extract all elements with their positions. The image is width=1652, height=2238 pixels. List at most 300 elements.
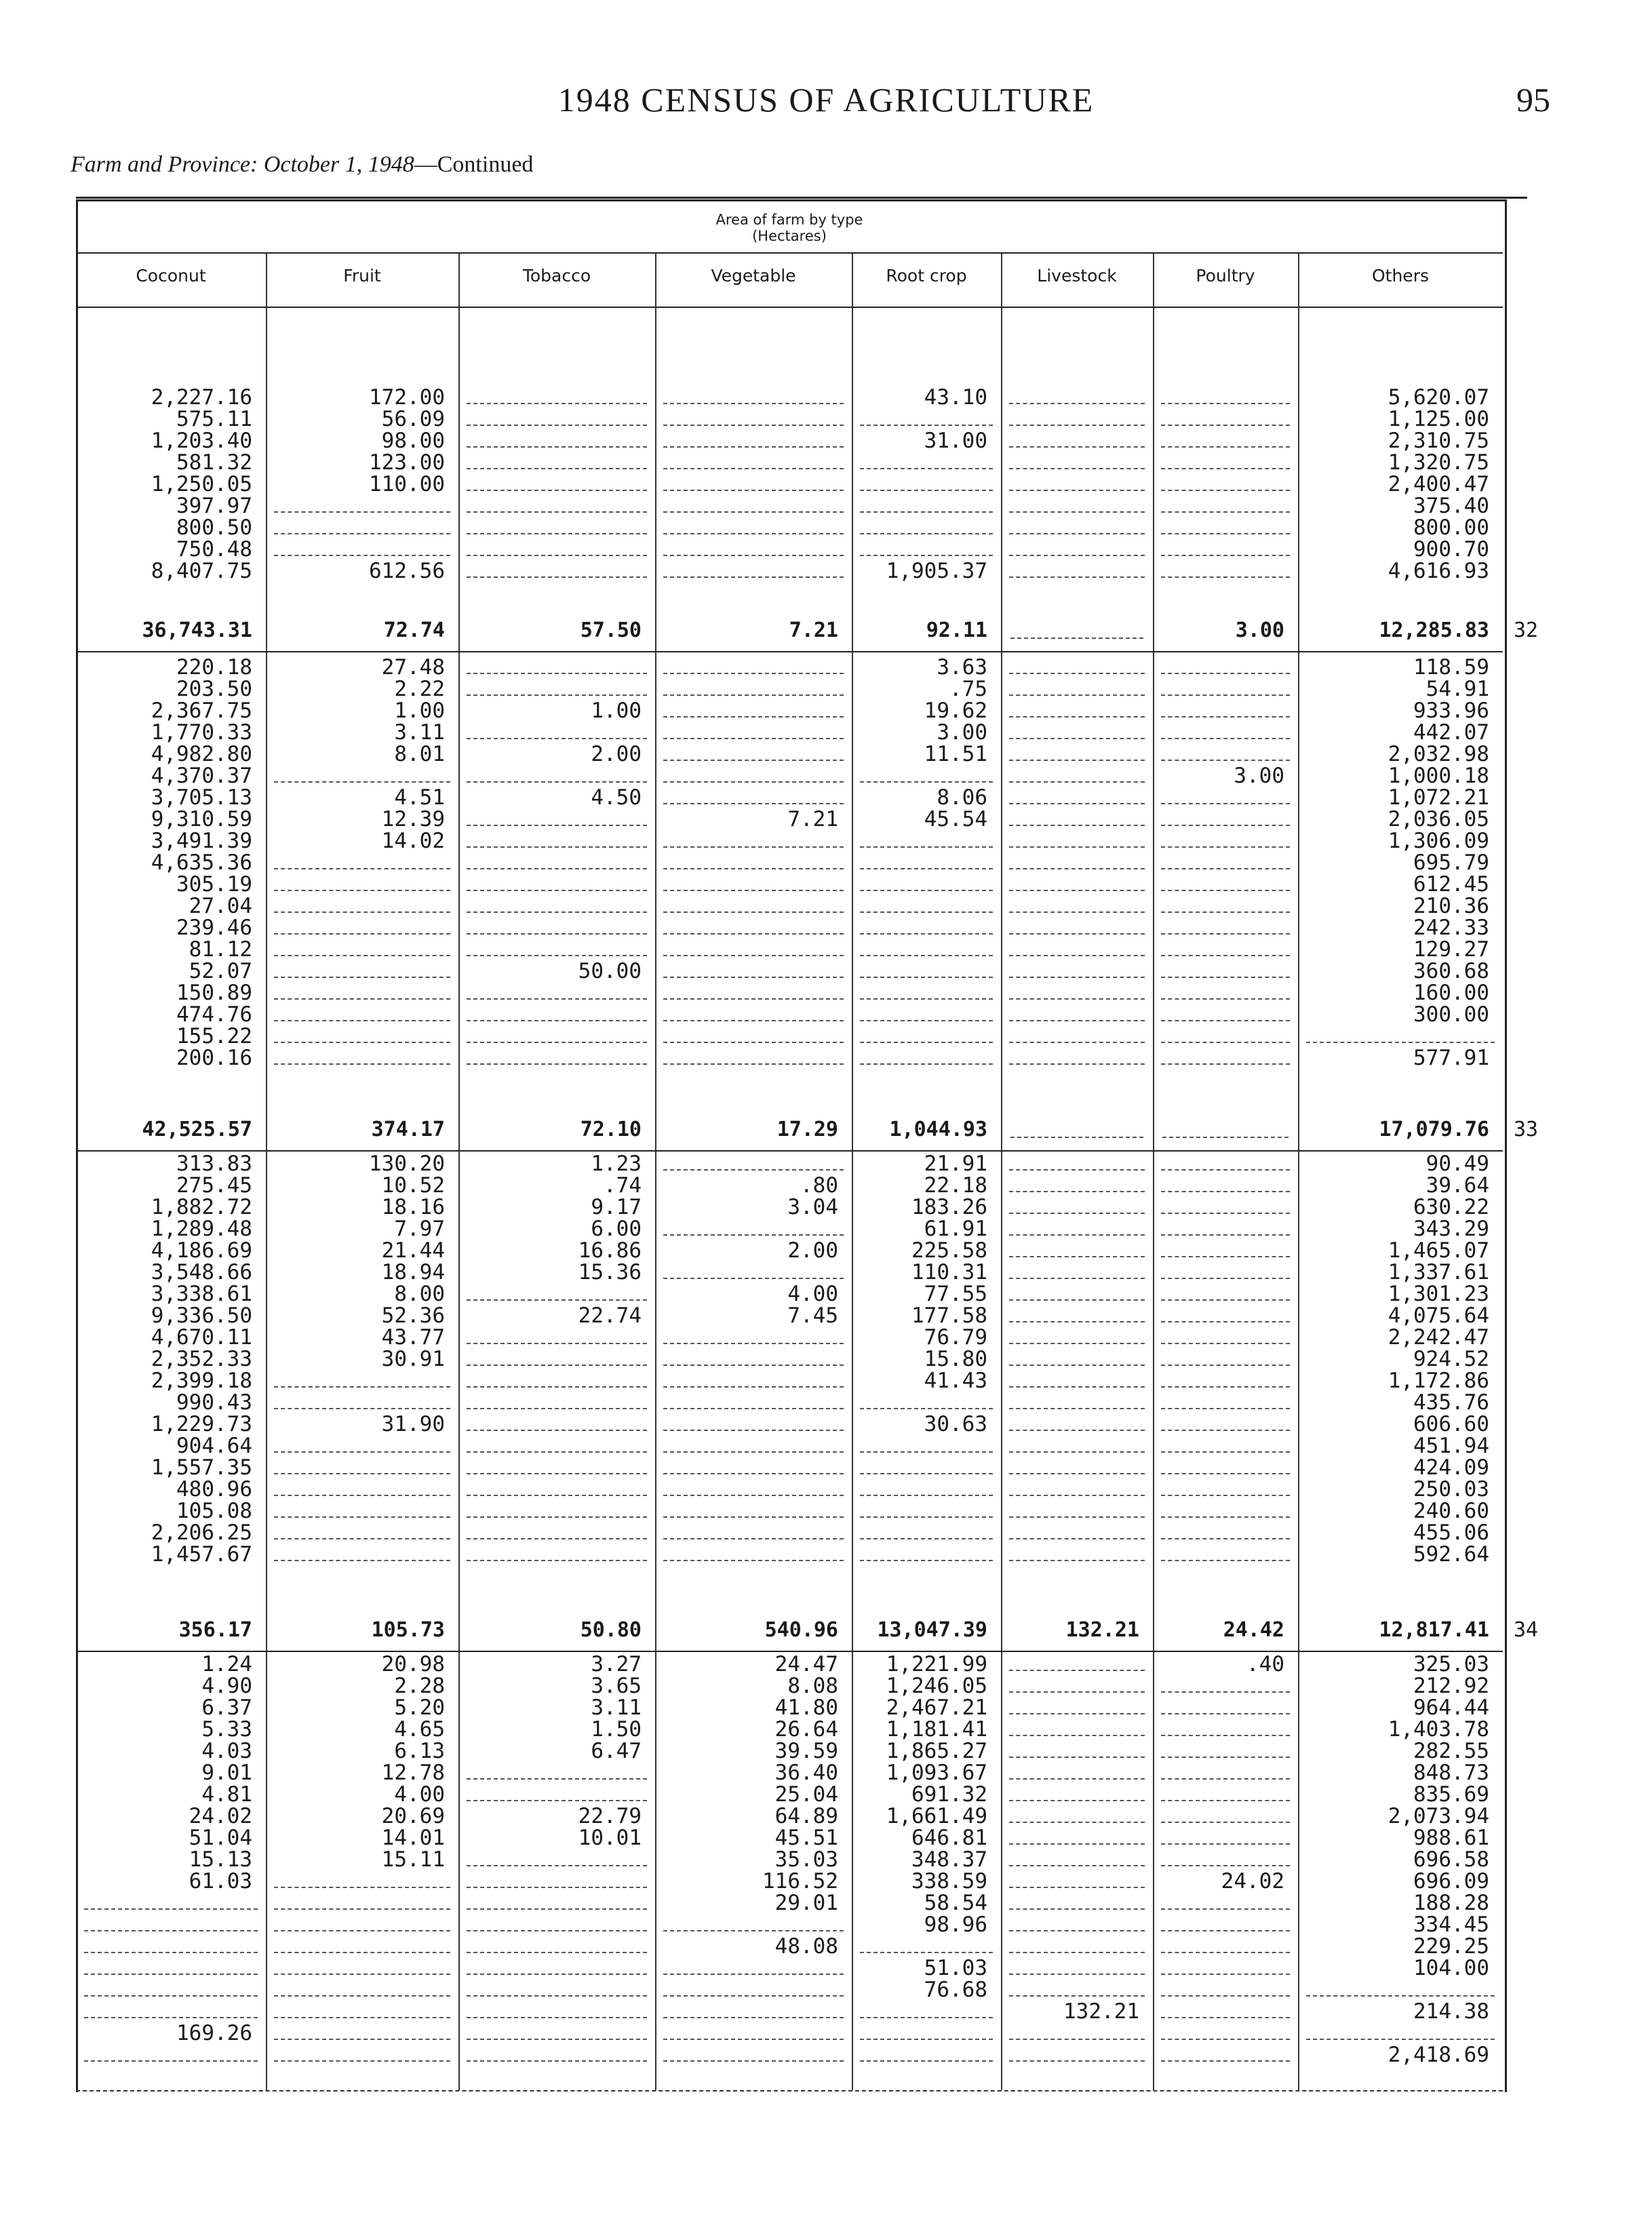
- group-unit: (Hectares): [752, 228, 827, 244]
- empty-cell-leader: [1009, 1930, 1145, 1931]
- table-cell: 2,227.16: [151, 385, 252, 410]
- empty-cell-leader: [467, 490, 647, 491]
- table-cell: 15.11: [381, 1847, 445, 1872]
- table-cell: 646.81: [911, 1826, 987, 1850]
- empty-cell-leader: [467, 1560, 647, 1561]
- table-cell: 129.27: [1413, 937, 1489, 962]
- empty-total-leader: [1162, 1137, 1289, 1138]
- table-cell: 77.55: [924, 1282, 987, 1306]
- empty-cell-leader: [274, 2017, 450, 2018]
- table-cell: 8.06: [937, 785, 987, 810]
- empty-cell-leader: [467, 955, 647, 956]
- empty-cell-leader: [663, 1538, 844, 1539]
- table-cell: 3,338.61: [151, 1282, 252, 1306]
- column-header-others: Others: [1371, 266, 1429, 286]
- table-cell: 14.01: [381, 1826, 445, 1850]
- total-cell: 24.42: [1223, 1618, 1284, 1642]
- table-cell: 150.89: [176, 981, 252, 1005]
- group-header-rule: [76, 252, 1503, 254]
- table-cell: 338.59: [911, 1869, 987, 1893]
- column-header-rule: [76, 307, 1503, 308]
- table-cell: 4,075.64: [1388, 1303, 1489, 1328]
- table-cell: 360.68: [1413, 959, 1489, 983]
- empty-cell-leader: [1161, 1042, 1290, 1043]
- empty-cell-leader: [1009, 1473, 1145, 1474]
- empty-cell-leader: [467, 1865, 647, 1866]
- table-cell: 1,072.21: [1388, 785, 1489, 810]
- table-cell: 1,320.75: [1388, 450, 1489, 475]
- table-cell: 334.45: [1413, 1912, 1489, 1937]
- empty-cell-leader: [663, 868, 844, 869]
- total-cell: 17,079.76: [1379, 1118, 1489, 1141]
- table-cell: 20.98: [381, 1652, 445, 1676]
- table-cell: 58.54: [924, 1891, 987, 1915]
- table-cell: 1,661.49: [886, 1804, 987, 1828]
- table-cell: 240.60: [1413, 1499, 1489, 1523]
- column-header-tobacco: Tobacco: [522, 266, 591, 286]
- empty-cell-leader: [467, 781, 647, 783]
- table-cell: 442.07: [1413, 720, 1489, 745]
- empty-cell-leader: [1009, 760, 1145, 761]
- table-cell: 81.12: [189, 937, 252, 962]
- table-cell: 39.59: [774, 1739, 838, 1763]
- empty-cell-leader: [663, 1995, 844, 1997]
- table-cell: 22.74: [578, 1303, 642, 1328]
- table-cell: 9.01: [201, 1761, 252, 1785]
- table-cell: 1,557.35: [151, 1455, 252, 1480]
- table-bottom-rule: [76, 2090, 1503, 2092]
- column-header-livestock: Livestock: [1037, 266, 1117, 286]
- table-cell: 282.55: [1413, 1739, 1489, 1763]
- empty-cell-leader: [663, 1430, 844, 1431]
- empty-cell-leader: [1009, 1843, 1145, 1845]
- table-cell: 1,172.86: [1388, 1369, 1489, 1393]
- total-cell: 7.21: [789, 619, 838, 642]
- table-cell: 36.40: [774, 1761, 838, 1785]
- empty-cell-leader: [274, 1995, 450, 1997]
- table-cell: 61.03: [189, 1869, 252, 1893]
- empty-cell-leader: [467, 1343, 647, 1344]
- empty-cell-leader: [1161, 1930, 1290, 1931]
- table-cell: 275.45: [176, 1173, 252, 1198]
- empty-cell-leader: [663, 576, 844, 578]
- table-cell: 2,400.47: [1388, 472, 1489, 496]
- empty-cell-leader: [274, 911, 450, 913]
- group-header: [76, 212, 1503, 244]
- page-title: 1948 CENSUS OF AGRICULTURE: [557, 81, 1095, 119]
- empty-cell-leader: [1161, 890, 1290, 891]
- table-cell: 4,670.11: [151, 1325, 252, 1350]
- empty-cell-leader: [1161, 1063, 1290, 1065]
- empty-cell-leader: [467, 1063, 647, 1065]
- empty-cell-leader: [84, 1952, 258, 1953]
- empty-cell-leader: [274, 1451, 450, 1453]
- empty-cell-leader: [467, 1451, 647, 1453]
- total-cell: 105.73: [371, 1618, 445, 1642]
- empty-cell-leader: [663, 2060, 844, 2062]
- empty-cell-leader: [274, 1887, 450, 1888]
- empty-cell-leader: [663, 955, 844, 956]
- table-cell: 612.45: [1413, 872, 1489, 897]
- empty-cell-leader: [663, 511, 844, 513]
- empty-cell-leader: [860, 1473, 993, 1474]
- empty-cell-leader: [1009, 1213, 1145, 1214]
- empty-cell-leader: [1161, 490, 1290, 491]
- empty-cell-leader: [860, 1516, 993, 1518]
- table-cell: 27.04: [189, 894, 252, 918]
- empty-cell-leader: [274, 2039, 450, 2040]
- empty-cell-leader: [467, 511, 647, 513]
- table-cell: 2.00: [787, 1238, 838, 1263]
- empty-cell-leader: [1161, 1691, 1290, 1693]
- empty-cell-leader: [663, 1495, 844, 1496]
- empty-cell-leader: [274, 533, 450, 534]
- table-cell: 848.73: [1413, 1761, 1489, 1785]
- table-cell: 56.09: [381, 407, 445, 431]
- empty-cell-leader: [860, 781, 993, 783]
- empty-cell-leader: [663, 1386, 844, 1388]
- total-cell: 356.17: [178, 1618, 252, 1642]
- table-cell: 1,203.40: [151, 429, 252, 453]
- empty-cell-leader: [663, 998, 844, 1000]
- empty-cell-leader: [84, 1908, 258, 1910]
- empty-cell-leader: [1009, 1063, 1145, 1065]
- empty-cell-leader: [1161, 1822, 1290, 1823]
- table-cell: 15.36: [578, 1260, 642, 1284]
- table-cell: 7.21: [787, 807, 838, 831]
- table-cell: 6.13: [394, 1739, 445, 1763]
- table-cell: 348.37: [911, 1847, 987, 1872]
- table-cell: 239.46: [176, 916, 252, 940]
- empty-cell-leader: [663, 846, 844, 848]
- table-cell: 2,367.75: [151, 699, 252, 723]
- table-cell: 3.04: [787, 1195, 838, 1219]
- empty-cell-leader: [1161, 1473, 1290, 1474]
- table-cell: 2,352.33: [151, 1347, 252, 1371]
- empty-cell-leader: [860, 533, 993, 534]
- empty-cell-leader: [467, 1516, 647, 1518]
- total-cell: 92.11: [926, 619, 987, 642]
- empty-cell-leader: [1161, 511, 1290, 513]
- empty-cell-leader: [1161, 694, 1290, 696]
- empty-cell-leader: [663, 1930, 844, 1931]
- table-cell: 4.81: [201, 1782, 252, 1807]
- table-cell: 2,418.69: [1388, 2043, 1489, 2067]
- empty-cell-leader: [1009, 1042, 1145, 1043]
- total-cell: 1,044.93: [889, 1118, 987, 1141]
- table-cell: 250.03: [1413, 1477, 1489, 1501]
- empty-cell-leader: [1161, 955, 1290, 956]
- table-cell: 750.48: [176, 537, 252, 562]
- empty-cell-leader: [860, 1063, 993, 1065]
- empty-cell-leader: [1009, 576, 1145, 578]
- empty-cell-leader: [467, 576, 647, 578]
- table-cell: 21.91: [924, 1152, 987, 1176]
- table-cell: 1,125.00: [1388, 407, 1489, 431]
- table-cell: 98.00: [381, 429, 445, 453]
- empty-cell-leader: [1161, 533, 1290, 534]
- table-cell: 200.16: [176, 1046, 252, 1070]
- table-cell: 988.61: [1413, 1826, 1489, 1850]
- empty-cell-leader: [467, 825, 647, 826]
- table-cell: 177.58: [911, 1303, 987, 1328]
- empty-cell-leader: [1009, 2039, 1145, 2040]
- table-cell: 2.00: [591, 742, 642, 766]
- table-cell: 50.00: [578, 959, 642, 983]
- table-cell: 225.58: [911, 1238, 987, 1263]
- table-cell: 64.89: [774, 1804, 838, 1828]
- table-cell: 110.31: [911, 1260, 987, 1284]
- empty-cell-leader: [1161, 760, 1290, 761]
- empty-cell-leader: [860, 555, 993, 556]
- table-cell: 990.43: [176, 1390, 252, 1415]
- empty-cell-leader: [1161, 1343, 1290, 1344]
- table-cell: 933.96: [1413, 699, 1489, 723]
- empty-cell-leader: [1161, 1908, 1290, 1910]
- empty-cell-leader: [1009, 1887, 1145, 1888]
- table-cell: 9,336.50: [151, 1303, 252, 1328]
- table-cell: 188.28: [1413, 1891, 1489, 1915]
- empty-cell-leader: [663, 760, 844, 761]
- subtitle-continued: —Continued: [414, 152, 534, 177]
- empty-cell-leader: [467, 1386, 647, 1388]
- empty-cell-leader: [1009, 868, 1145, 869]
- empty-cell-leader: [1161, 403, 1290, 404]
- total-cell: 50.80: [580, 1618, 642, 1642]
- table-cell: 54.91: [1425, 677, 1489, 701]
- empty-cell-leader: [1009, 1778, 1145, 1780]
- table-cell: 105.08: [176, 1499, 252, 1523]
- table-cell: 4.03: [201, 1739, 252, 1763]
- table-cell: 2.22: [394, 677, 445, 701]
- empty-cell-leader: [1009, 998, 1145, 1000]
- table-cell: 1.23: [591, 1152, 642, 1176]
- empty-cell-leader: [860, 998, 993, 1000]
- empty-cell-leader: [274, 2060, 450, 2062]
- empty-cell-leader: [274, 1560, 450, 1561]
- total-cell: 374.17: [371, 1118, 445, 1141]
- empty-cell-leader: [860, 2017, 993, 2018]
- table-cell: 375.40: [1413, 494, 1489, 518]
- empty-cell-leader: [663, 446, 844, 448]
- table-cell: 14.02: [381, 829, 445, 853]
- empty-cell-leader: [1009, 1974, 1145, 1975]
- table-cell: 3.65: [591, 1674, 642, 1698]
- table-cell: 45.54: [924, 807, 987, 831]
- empty-cell-leader: [860, 2060, 993, 2062]
- empty-cell-leader: [1009, 1516, 1145, 1518]
- empty-cell-leader: [467, 1952, 647, 1953]
- table-cell: 900.70: [1413, 537, 1489, 562]
- table-cell: 220.18: [176, 655, 252, 680]
- table-cell: 8,407.75: [151, 559, 252, 583]
- empty-cell-leader: [1009, 1020, 1145, 1021]
- table-cell: 6.37: [201, 1695, 252, 1720]
- empty-cell-leader: [1161, 1278, 1290, 1279]
- table-cell: 52.07: [189, 959, 252, 983]
- group-label: Area of farm by type: [715, 212, 863, 228]
- empty-cell-leader: [1009, 738, 1145, 739]
- empty-cell-leader: [467, 1299, 647, 1301]
- table-cell: 3,705.13: [151, 785, 252, 810]
- empty-cell-leader: [1009, 955, 1145, 956]
- empty-cell-leader: [1161, 555, 1290, 556]
- table-cell: 76.68: [924, 1978, 987, 2002]
- column-divider: [1153, 254, 1154, 2090]
- empty-cell-leader: [860, 468, 993, 469]
- empty-cell-leader: [1009, 1822, 1145, 1823]
- table-cell: 313.83: [176, 1152, 252, 1176]
- table-cell: 11.51: [924, 742, 987, 766]
- table-cell: 39.64: [1425, 1173, 1489, 1198]
- table-cell: 229.25: [1413, 1934, 1489, 1959]
- empty-cell-leader: [1161, 1234, 1290, 1236]
- empty-cell-leader: [84, 2017, 258, 2018]
- table-cell: 4.00: [787, 1282, 838, 1306]
- empty-cell-leader: [467, 890, 647, 891]
- empty-cell-leader: [467, 1538, 647, 1539]
- empty-cell-leader: [467, 1887, 647, 1888]
- table-cell: 7.97: [394, 1217, 445, 1241]
- empty-cell-leader: [663, 1560, 844, 1561]
- empty-cell-leader: [1161, 846, 1290, 848]
- table-cell: 4.90: [201, 1674, 252, 1698]
- empty-cell-leader: [1009, 1234, 1145, 1236]
- table-cell: 606.60: [1413, 1412, 1489, 1436]
- table-cell: 1,221.99: [886, 1652, 987, 1676]
- empty-cell-leader: [274, 1042, 450, 1043]
- table-cell: 29.01: [774, 1891, 838, 1915]
- empty-cell-leader: [663, 1042, 844, 1043]
- empty-cell-leader: [1161, 1778, 1290, 1780]
- empty-cell-leader: [467, 1930, 647, 1931]
- empty-cell-leader: [467, 403, 647, 404]
- empty-cell-leader: [663, 1974, 844, 1975]
- empty-cell-leader: [663, 2039, 844, 2040]
- empty-cell-leader: [663, 694, 844, 696]
- page-number: 95: [1516, 81, 1550, 119]
- empty-cell-leader: [1161, 1865, 1290, 1866]
- table-cell: 3.00: [937, 720, 987, 745]
- table-cell: 76.79: [924, 1325, 987, 1350]
- empty-cell-leader: [1009, 1560, 1145, 1561]
- table-cell: 169.26: [176, 2021, 252, 2045]
- empty-cell-leader: [467, 1473, 647, 1474]
- table-cell: 1.50: [591, 1717, 642, 1742]
- table-cell: 98.96: [924, 1912, 987, 1937]
- empty-cell-leader: [1009, 1691, 1145, 1693]
- empty-cell-leader: [274, 781, 450, 783]
- empty-cell-leader: [1009, 1800, 1145, 1801]
- table-cell: 424.09: [1413, 1455, 1489, 1480]
- empty-cell-leader: [663, 490, 844, 491]
- empty-cell-leader: [663, 403, 844, 404]
- empty-cell-leader: [1009, 933, 1145, 935]
- total-cell: 57.50: [580, 619, 642, 642]
- table-cell: .40: [1246, 1652, 1284, 1676]
- empty-cell-leader: [467, 868, 647, 869]
- empty-cell-leader: [663, 1278, 844, 1279]
- empty-cell-leader: [274, 1974, 450, 1975]
- empty-cell-leader: [1161, 825, 1290, 826]
- empty-cell-leader: [1161, 1169, 1290, 1171]
- empty-cell-leader: [467, 468, 647, 469]
- empty-cell-leader: [1161, 2060, 1290, 2062]
- table-cell: 22.79: [578, 1804, 642, 1828]
- empty-cell-leader: [467, 1908, 647, 1910]
- table-cell: 18.94: [381, 1260, 445, 1284]
- empty-cell-leader: [1161, 1800, 1290, 1801]
- empty-cell-leader: [860, 911, 993, 913]
- table-cell: 242.33: [1413, 916, 1489, 940]
- table-cell: 4,616.93: [1388, 559, 1489, 583]
- table-cell: 8.08: [787, 1674, 838, 1698]
- table-cell: 577.91: [1413, 1046, 1489, 1070]
- section-row-number: 34: [1514, 1618, 1539, 1642]
- empty-cell-leader: [663, 1473, 844, 1474]
- table-cell: 3,548.66: [151, 1260, 252, 1284]
- empty-cell-leader: [663, 1169, 844, 1171]
- table-cell: 691.32: [911, 1782, 987, 1807]
- empty-cell-leader: [663, 781, 844, 783]
- table-cell: 90.49: [1425, 1152, 1489, 1176]
- empty-cell-leader: [663, 1408, 844, 1409]
- empty-cell-leader: [1009, 1995, 1145, 1997]
- empty-cell-leader: [1009, 1278, 1145, 1279]
- empty-cell-leader: [84, 1995, 258, 1997]
- empty-cell-leader: [1009, 716, 1145, 718]
- table-cell: 1,246.05: [886, 1674, 987, 1698]
- table-cell: 305.19: [176, 872, 252, 897]
- table-cell: 3,491.39: [151, 829, 252, 853]
- table-cell: 581.32: [176, 450, 252, 475]
- empty-cell-leader: [1161, 998, 1290, 1000]
- table-cell: 43.10: [924, 385, 987, 410]
- empty-cell-leader: [84, 1930, 258, 1931]
- table-cell: 4,370.37: [151, 764, 252, 788]
- empty-cell-leader: [1009, 446, 1145, 448]
- empty-cell-leader: [467, 1365, 647, 1366]
- empty-cell-leader: [274, 1020, 450, 1021]
- table-cell: .75: [949, 677, 987, 701]
- empty-cell-leader: [274, 1063, 450, 1065]
- empty-cell-leader: [467, 2060, 647, 2062]
- total-cell: 17.29: [776, 1118, 838, 1141]
- table-cell: 451.94: [1413, 1434, 1489, 1458]
- table-cell: 1,770.33: [151, 720, 252, 745]
- empty-cell-leader: [663, 1365, 844, 1366]
- empty-cell-leader: [663, 1451, 844, 1453]
- table-cell: 160.00: [1413, 981, 1489, 1005]
- table-cell: 4.51: [394, 785, 445, 810]
- table-cell: 24.02: [189, 1804, 252, 1828]
- table-cell: 1,306.09: [1388, 829, 1489, 853]
- table-cell: 31.00: [924, 429, 987, 453]
- empty-cell-leader: [467, 1042, 647, 1043]
- table-cell: 41.43: [924, 1369, 987, 1393]
- empty-cell-leader: [1161, 1408, 1290, 1409]
- section-separator: [76, 1150, 1503, 1152]
- empty-cell-leader: [467, 694, 647, 696]
- empty-cell-leader: [1161, 1256, 1290, 1257]
- empty-cell-leader: [274, 1952, 450, 1953]
- empty-cell-leader: [860, 1952, 993, 1953]
- empty-cell-leader: [1009, 1713, 1145, 1714]
- empty-cell-leader: [860, 511, 993, 513]
- table-cell: 2,032.98: [1388, 742, 1489, 766]
- table-cell: 8.00: [394, 1282, 445, 1306]
- table-cell: 61.91: [924, 1217, 987, 1241]
